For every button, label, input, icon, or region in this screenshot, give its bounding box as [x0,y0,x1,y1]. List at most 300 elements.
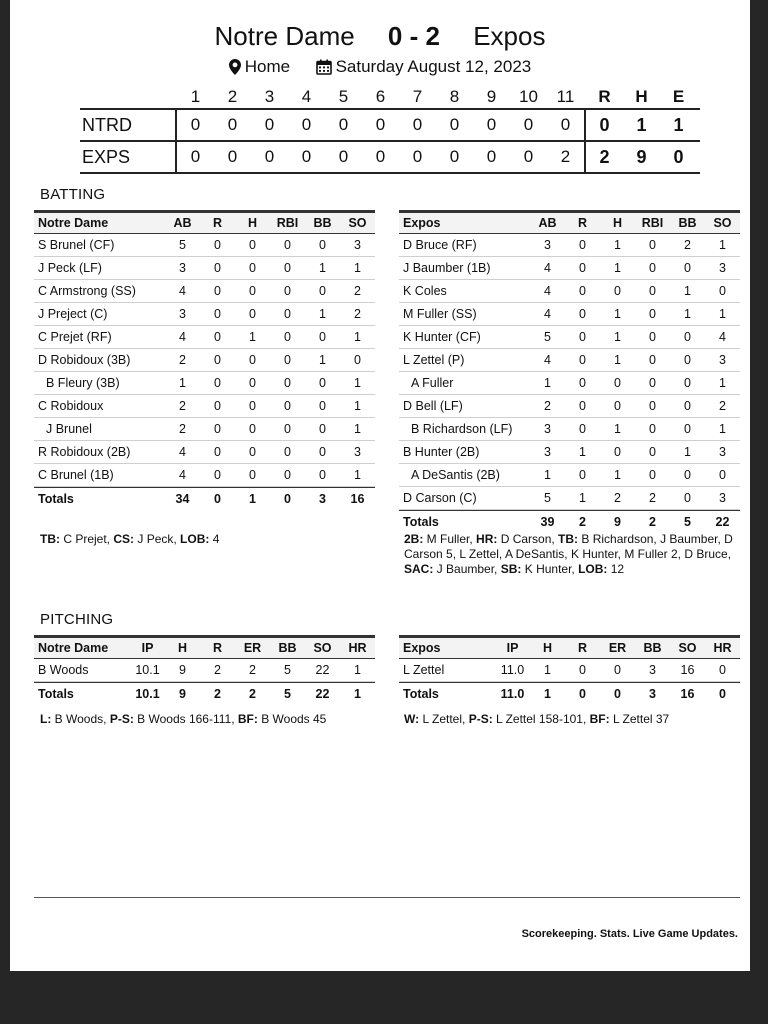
player-name: R Robidoux (2B) [38,445,131,459]
batting-notes-home [40,532,376,547]
stat-cell: 2 [354,307,361,321]
table-header [34,635,375,659]
stat-cell: 0 [649,399,656,413]
table-row [34,257,375,280]
player-name: L Zettel (P) [403,353,465,367]
stat-cell: 0 [614,399,621,413]
stat-cell: 0 [319,399,326,413]
stat-cell: 9 [179,663,186,677]
total-value: 0 [614,687,621,701]
stat-cell: 0 [249,468,256,482]
batting-section-title: BATTING [40,186,106,203]
stat-cell: 4 [179,445,186,459]
player-name: M Fuller (SS) [403,307,477,321]
inning-score: 0 [375,115,386,134]
stat-cell: 5 [544,491,551,505]
stat-cell: 0 [319,422,326,436]
table-header [34,210,375,234]
stat-cell: 1 [319,353,326,367]
linescore-row-home [80,108,700,140]
column-header: BB [678,216,697,230]
stat-cell: 0 [214,261,221,275]
total-value: 3 [319,492,326,506]
stat-cell: 3 [544,238,551,252]
column-header: SO [348,216,367,230]
table-row [399,257,740,280]
stat-cell: 1 [614,422,621,436]
calendar-icon [316,57,332,83]
total-value: 9 [614,515,621,529]
footer-divider [34,897,740,898]
stat-cell: 0 [249,353,256,367]
stat-cell: 4 [544,307,551,321]
linescore-header [80,86,700,108]
team-abbr: EXPS [80,142,177,172]
table-row [399,372,740,395]
total-value: 2 [214,687,221,701]
player-name: B Fleury (3B) [46,376,120,390]
stat-cell: 2 [649,491,656,505]
inning-header: 8 [449,87,460,106]
player-name: A DeSantis (2B) [411,468,500,482]
column-header: H [612,216,623,230]
total-value: 11.0 [500,687,525,701]
stat-cell: 0 [214,376,221,390]
stat-cell: 4 [544,261,551,275]
stat-cell: 0 [284,445,291,459]
stat-cell: 0 [214,330,221,344]
table-row [34,234,375,257]
stat-cell: 0 [284,399,291,413]
player-rows [399,234,740,510]
total-value: 1 [249,492,256,506]
table-row [34,303,375,326]
note-label: BF: [237,712,258,726]
stat-cell: 2 [179,422,186,436]
stat-cell: 0 [649,307,656,321]
team-runs: 2 [599,146,610,167]
table-row [34,349,375,372]
inning-score: 0 [560,115,571,134]
table-row [34,372,375,395]
stat-cell: 0 [214,307,221,321]
table-row [399,418,740,441]
stat-cell: 3 [719,261,726,275]
column-header: SO [313,641,332,655]
inning-score: 0 [301,147,312,166]
pitching-section-title: PITCHING [40,611,114,628]
team-hits: 9 [636,146,647,167]
player-name: S Brunel (CF) [38,238,115,252]
note-label: W: [404,712,420,726]
player-name: D Bell (LF) [403,399,463,413]
stat-cell: 1 [614,307,621,321]
inning-header: 7 [412,87,423,106]
team-hits: 1 [636,114,647,135]
column-header: H [542,641,553,655]
table-row [399,234,740,257]
inning-score: 0 [264,115,275,134]
note-label: SB: [500,562,522,576]
stat-cell: 1 [544,663,551,677]
note-text: L Zettel 158-101, [492,712,590,726]
total-value: 0 [579,687,586,701]
inning-score: 0 [190,147,201,166]
note-label: LOB: [578,562,608,576]
inning-header: 9 [486,87,497,106]
stat-cell: 0 [684,422,691,436]
stat-cell: 0 [249,284,256,298]
game-meta [10,54,750,83]
stat-cell: 0 [249,376,256,390]
stat-cell: 0 [284,238,291,252]
stat-cell: 1 [354,468,361,482]
table-row [399,303,740,326]
stat-cell: 0 [319,238,326,252]
stat-cell: 1 [319,261,326,275]
column-header: H [247,216,258,230]
stat-cell: 4 [719,330,726,344]
stat-cell: 0 [649,330,656,344]
stat-cell: 3 [719,445,726,459]
stat-cell: 1 [579,491,586,505]
inning-score: 0 [264,147,275,166]
stat-cell: 0 [579,399,586,413]
column-header: R [577,216,588,230]
stat-cell: 3 [179,307,186,321]
table-row [34,418,375,441]
stat-cell: 0 [649,238,656,252]
player-name: C Armstrong (SS) [38,284,136,298]
table-row [34,464,375,487]
stat-cell: 0 [649,468,656,482]
pitching-table-away [399,635,740,705]
player-name: D Robidoux (3B) [38,353,131,367]
stat-cell: 5 [179,238,186,252]
note-label: TB: [40,532,60,546]
stat-cell: 0 [649,376,656,390]
stat-cell: 4 [179,284,186,298]
total-value: 22 [715,515,730,529]
total-value: 1 [354,687,361,701]
totals-row [399,682,740,705]
stat-cell: 0 [649,284,656,298]
total-value: 39 [540,515,555,529]
stat-cell: 0 [614,284,621,298]
stat-cell: 11.0 [500,663,525,677]
table-row [399,464,740,487]
stat-cell: 1 [354,261,361,275]
stat-cell: 1 [719,307,726,321]
total-value: 34 [175,492,190,506]
stat-cell: 4 [544,284,551,298]
column-header: RBI [276,216,299,230]
stat-cell: 0 [614,376,621,390]
stat-cell: 0 [214,445,221,459]
team-column-header: Notre Dame [38,641,109,655]
stat-cell: 0 [249,445,256,459]
stat-cell: 1 [614,261,621,275]
inning-score: 0 [486,147,497,166]
linescore [80,86,700,174]
column-header: IP [141,641,154,655]
final-score: 0 - 2 [387,21,440,51]
inning-score: 0 [523,115,534,134]
stat-cell: 0 [684,468,691,482]
stat-cell: 1 [354,422,361,436]
location-pin-icon [229,57,241,83]
stat-cell: 3 [544,422,551,436]
totals-label: Totals [403,687,439,701]
note-label: L: [40,712,52,726]
inning-score: 0 [412,115,423,134]
player-name: D Bruce (RF) [403,238,477,252]
game-date: Saturday August 12, 2023 [335,57,532,76]
stat-cell: 0 [649,445,656,459]
stat-cell: 0 [649,422,656,436]
stat-cell: 0 [319,468,326,482]
column-header: R [212,216,223,230]
note-text: L Zettel, [419,712,469,726]
note-text: J Peck, [134,532,181,546]
column-header: SO [678,641,697,655]
column-header: ER [243,641,262,655]
column-header: IP [506,641,519,655]
stat-cell: 0 [649,261,656,275]
stat-cell: 0 [319,445,326,459]
pitching-notes-away [404,712,740,727]
table-row [399,395,740,418]
total-value: 2 [579,515,586,529]
note-text: B Richardson, J Baumber, D Carson 5, L Zettel, A DeSantis, K Hunter, M Fuller 2, D Bruce, [404,532,737,561]
column-header: BB [278,641,297,655]
note-label: P-S: [468,712,493,726]
home-team-name: Notre Dame [214,21,355,51]
inning-score: 0 [301,115,312,134]
stat-cell: 0 [284,422,291,436]
inning-score: 0 [375,147,386,166]
note-label: 2B: [404,532,424,546]
bottom-bar [0,971,768,1024]
player-name: D Carson (C) [403,491,477,505]
stat-cell: 0 [214,238,221,252]
runs-header: R [598,87,611,106]
batting-notes-away [404,532,738,577]
total-value: 5 [684,515,691,529]
column-header: ER [608,641,627,655]
stat-cell: 0 [684,399,691,413]
game-location: Home [244,57,291,76]
stat-cell: 1 [614,238,621,252]
stat-cell: 1 [684,445,691,459]
stat-cell: 0 [614,445,621,459]
linescore-row-away [80,140,700,174]
total-value: 0 [284,492,291,506]
note-label: CS: [113,532,135,546]
stat-cell: 0 [284,261,291,275]
stat-cell: 2 [544,399,551,413]
stat-cell: 0 [579,307,586,321]
team-column-header: Expos [403,641,441,655]
total-value: 16 [350,492,365,506]
team-column-header: Expos [403,216,441,230]
note-text: 4 [209,532,220,546]
column-header: SO [713,216,732,230]
totals-row [399,510,740,533]
inning-header: 10 [519,87,538,106]
stat-cell: 0 [284,330,291,344]
column-header: RBI [641,216,664,230]
stat-cell: 0 [719,663,726,677]
note-text: B Woods 45 [257,712,327,726]
totals-label: Totals [38,492,74,506]
note-text: C Prejet, [60,532,114,546]
stat-cell: 5 [544,330,551,344]
inning-score: 0 [449,147,460,166]
note-text: L Zettel 37 [609,712,670,726]
total-value: 0 [214,492,221,506]
note-text: J Baumber, [433,562,501,576]
stat-cell: 10.1 [135,663,160,677]
player-name: L Zettel [403,663,445,677]
stat-cell: 0 [214,353,221,367]
game-header [10,18,750,83]
column-header: R [577,641,588,655]
stat-cell: 0 [579,376,586,390]
stat-cell: 0 [319,284,326,298]
inning-score: 0 [449,115,460,134]
stat-cell: 3 [719,353,726,367]
stat-cell: 0 [284,468,291,482]
inning-header: 5 [338,87,349,106]
note-label: P-S: [109,712,134,726]
inning-score: 0 [190,115,201,134]
stat-cell: 0 [249,261,256,275]
note-text: K Hunter, [521,562,579,576]
table-header [399,635,740,659]
player-name: C Robidoux [38,399,104,413]
table-row [34,395,375,418]
inning-header: 11 [556,87,575,106]
footer-tagline: Scorekeeping. Stats. Live Game Updates. [521,928,738,940]
team-errors: 1 [673,114,684,135]
pitching-notes-home [40,712,376,727]
stat-cell: 2 [179,353,186,367]
boxscore-page [10,0,750,971]
inning-header: 1 [190,87,201,106]
inning-score: 0 [227,147,238,166]
stat-cell: 22 [315,663,330,677]
note-text: M Fuller, [423,532,477,546]
stat-cell: 3 [354,238,361,252]
total-value: 5 [284,687,291,701]
stat-cell: 0 [684,376,691,390]
stat-cell: 0 [354,353,361,367]
team-abbr: NTRD [80,110,177,140]
stat-cell: 1 [614,330,621,344]
table-row [34,326,375,349]
errors-header: E [672,87,685,106]
stat-cell: 0 [684,491,691,505]
totals-row [34,682,375,705]
column-header: R [212,641,223,655]
inning-score: 0 [412,147,423,166]
batting-table-home [34,210,375,510]
batting-table-away [399,210,740,533]
pitcher-rows [399,659,740,682]
note-text: 12 [607,562,625,576]
inning-header: 4 [301,87,312,106]
note-text: B Woods 166-111, [133,712,238,726]
stat-cell: 1 [579,445,586,459]
stat-cell: 1 [179,376,186,390]
stat-cell: 2 [354,284,361,298]
stat-cell: 1 [614,468,621,482]
column-header: H [177,641,188,655]
totals-label: Totals [403,515,439,529]
stat-cell: 3 [179,261,186,275]
note-label: BF: [589,712,610,726]
column-header: AB [173,216,192,230]
stat-cell: 0 [579,353,586,367]
stat-cell: 1 [544,376,551,390]
stat-cell: 0 [579,261,586,275]
table-row [399,326,740,349]
table-row [399,487,740,510]
player-name: C Prejet (RF) [38,330,112,344]
table-row [399,659,740,682]
stat-cell: 0 [284,284,291,298]
stat-cell: 0 [579,468,586,482]
stat-cell: 3 [544,445,551,459]
player-name: B Woods [38,663,89,677]
total-value: 3 [649,687,656,701]
note-label: TB: [558,532,579,546]
stat-cell: 1 [249,330,256,344]
inning-score: 0 [523,147,534,166]
table-row [34,280,375,303]
total-value: 2 [649,515,656,529]
column-header: AB [538,216,557,230]
stat-cell: 1 [354,663,361,677]
stat-cell: 0 [719,284,726,298]
inning-header: 2 [227,87,238,106]
player-name: J Baumber (1B) [403,261,491,275]
total-value: 10.1 [135,687,160,701]
stat-cell: 1 [354,399,361,413]
stat-cell: 1 [354,376,361,390]
note-label: LOB: [180,532,210,546]
inning-score: 2 [560,147,571,166]
stat-cell: 16 [680,663,695,677]
column-header: HR [713,641,732,655]
stat-cell: 4 [544,353,551,367]
stat-cell: 0 [249,238,256,252]
stat-cell: 4 [179,330,186,344]
inning-score: 0 [338,115,349,134]
inning-header: 6 [375,87,386,106]
column-header: BB [643,641,662,655]
totals-row [34,487,375,510]
player-name: K Hunter (CF) [403,330,481,344]
note-text: B Woods, [51,712,110,726]
stat-cell: 0 [579,663,586,677]
stat-cell: 2 [249,663,256,677]
stat-cell: 0 [684,353,691,367]
total-value: 1 [544,687,551,701]
matchup-line [10,18,750,54]
stat-cell: 0 [214,468,221,482]
